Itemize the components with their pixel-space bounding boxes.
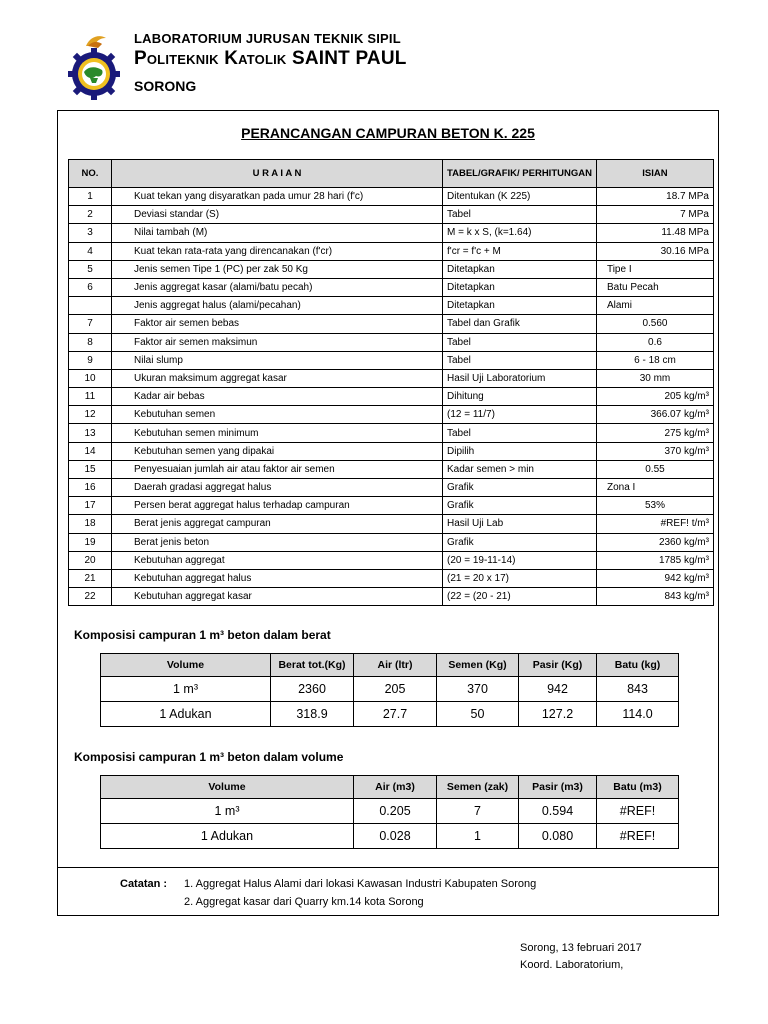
table-cell: 318.9	[271, 702, 354, 727]
cell-uraian: Kuat tekan yang disyaratkan pada umur 28 hari (f'c)	[112, 188, 443, 206]
cell-uraian: Kuat tekan rata-rata yang direncanakan (f'cr)	[112, 242, 443, 260]
table-cell: 27.7	[354, 702, 437, 727]
cell-no: 22	[69, 588, 112, 606]
cell-no: 3	[69, 224, 112, 242]
cell-tabel: Ditetapkan	[443, 278, 597, 296]
weight-table	[100, 653, 679, 727]
volume-table	[100, 775, 679, 849]
table-cell: 0.028	[354, 824, 437, 849]
design-table	[68, 159, 714, 606]
cell-no	[69, 297, 112, 315]
cell-tabel: Grafik	[443, 533, 597, 551]
city-name: SORONG	[134, 78, 197, 94]
note-item: 2. Aggregat kasar dari Quarry km.14 kota Sorong	[184, 896, 424, 908]
cell-isian: 53%	[596, 497, 713, 515]
page-title	[58, 125, 718, 141]
weight-col-header: Air (ltr)	[354, 654, 437, 677]
weight-col-header: Berat tot.(Kg)	[271, 654, 354, 677]
weight-col-header: Volume	[101, 654, 271, 677]
table-row	[69, 424, 714, 442]
volume-section-title: Komposisi campuran 1 m³ beton dalam volume	[74, 750, 344, 764]
weight-col-header: Semen (Kg)	[437, 654, 519, 677]
cell-tabel: Ditetapkan	[443, 260, 597, 278]
cell-no: 16	[69, 479, 112, 497]
cell-no: 6	[69, 278, 112, 296]
cell-no: 18	[69, 515, 112, 533]
table-row	[69, 224, 714, 242]
col-header-tabel: TABEL/GRAFIK/ PERHITUNGAN	[443, 160, 597, 188]
cell-uraian: Kebutuhan semen yang dipakai	[112, 442, 443, 460]
table-cell: 0.594	[519, 799, 597, 824]
cell-uraian: Persen berat aggregat halus terhadap campuran	[112, 497, 443, 515]
table-cell: 1 m³	[101, 677, 271, 702]
col-header-isian: ISIAN	[596, 160, 713, 188]
table-cell: 1 Adukan	[101, 824, 354, 849]
document-frame	[57, 110, 719, 916]
table-row	[101, 702, 679, 727]
cell-no: 5	[69, 260, 112, 278]
institution-name-text: Politeknik Katolik SAINT PAUL	[134, 48, 407, 69]
weight-table-header	[101, 654, 679, 677]
cell-uraian: Kebutuhan aggregat	[112, 551, 443, 569]
cell-tabel: Grafik	[443, 479, 597, 497]
table-row	[69, 533, 714, 551]
cell-no: 4	[69, 242, 112, 260]
design-table-body	[69, 188, 714, 606]
cell-tabel: Tabel dan Grafik	[443, 315, 597, 333]
cell-tabel: (20 = 19-11-14)	[443, 551, 597, 569]
cell-no: 2	[69, 206, 112, 224]
cell-isian: Zona I	[596, 479, 713, 497]
col-header-no: NO.	[69, 160, 112, 188]
cell-isian: 275 kg/m³	[596, 424, 713, 442]
cell-uraian: Jenis semen Tipe 1 (PC) per zak 50 Kg	[112, 260, 443, 278]
table-cell: #REF!	[597, 799, 679, 824]
signature-block	[520, 940, 642, 974]
cell-tabel: (12 = 11/7)	[443, 406, 597, 424]
table-row	[69, 442, 714, 460]
cell-tabel: Ditetapkan	[443, 297, 597, 315]
table-cell: 1	[437, 824, 519, 849]
table-row	[69, 297, 714, 315]
cell-no: 20	[69, 551, 112, 569]
table-cell: 114.0	[597, 702, 679, 727]
table-row	[69, 278, 714, 296]
cell-isian: 6 - 18 cm	[596, 351, 713, 369]
table-cell: 942	[519, 677, 597, 702]
cell-isian: 366.07 kg/m³	[596, 406, 713, 424]
cell-isian: 2360 kg/m³	[596, 533, 713, 551]
place-date: Sorong, 13 februari 2017	[520, 942, 642, 954]
cell-uraian: Daerah gradasi aggregat halus	[112, 479, 443, 497]
design-table-header	[69, 160, 714, 188]
cell-uraian: Penyesuaian jumlah air atau faktor air semen	[112, 460, 443, 478]
cell-uraian: Jenis aggregat halus (alami/pecahan)	[112, 297, 443, 315]
cell-isian: 370 kg/m³	[596, 442, 713, 460]
cell-isian: 942 kg/m³	[596, 569, 713, 587]
cell-uraian: Ukuran maksimum aggregat kasar	[112, 369, 443, 387]
table-row	[101, 677, 679, 702]
cell-tabel: Ditentukan (K 225)	[443, 188, 597, 206]
cell-tabel: M = k x S, (k=1.64)	[443, 224, 597, 242]
table-cell: 127.2	[519, 702, 597, 727]
weight-col-header: Pasir (Kg)	[519, 654, 597, 677]
table-row	[101, 799, 679, 824]
cell-uraian: Kadar air bebas	[112, 388, 443, 406]
notes-divider	[58, 867, 718, 868]
cell-no: 8	[69, 333, 112, 351]
cell-isian: 0.560	[596, 315, 713, 333]
cell-isian: Tipe I	[596, 260, 713, 278]
page-title-text: PERANCANGAN CAMPURAN BETON K. 225	[241, 125, 535, 141]
table-row	[69, 388, 714, 406]
cell-isian: #REF! t/m³	[596, 515, 713, 533]
volume-col-header: Batu (m3)	[597, 776, 679, 799]
cell-no: 15	[69, 460, 112, 478]
table-cell: #REF!	[597, 824, 679, 849]
cell-uraian: Jenis aggregat kasar (alami/batu pecah)	[112, 278, 443, 296]
cell-isian: Alami	[596, 297, 713, 315]
cell-tabel: Dihitung	[443, 388, 597, 406]
cell-isian: 0.55	[596, 460, 713, 478]
table-row	[69, 569, 714, 587]
cell-tabel: Tabel	[443, 424, 597, 442]
cell-isian: Batu Pecah	[596, 278, 713, 296]
cell-no: 17	[69, 497, 112, 515]
cell-no: 13	[69, 424, 112, 442]
weight-col-header: Batu (kg)	[597, 654, 679, 677]
volume-col-header: Pasir (m3)	[519, 776, 597, 799]
cell-uraian: Kebutuhan aggregat halus	[112, 569, 443, 587]
table-cell: 0.205	[354, 799, 437, 824]
cell-tabel: (21 = 20 x 17)	[443, 569, 597, 587]
volume-table-header	[101, 776, 679, 799]
cell-uraian: Kebutuhan semen	[112, 406, 443, 424]
table-cell: 1 Adukan	[101, 702, 271, 727]
cell-isian: 30.16 MPa	[596, 242, 713, 260]
cell-isian: 7 MPa	[596, 206, 713, 224]
table-row	[69, 369, 714, 387]
volume-col-header: Air (m3)	[354, 776, 437, 799]
table-row	[69, 242, 714, 260]
table-cell: 50	[437, 702, 519, 727]
cell-no: 11	[69, 388, 112, 406]
volume-col-header: Semen (zak)	[437, 776, 519, 799]
weight-section-title: Komposisi campuran 1 m³ beton dalam berat	[74, 628, 331, 642]
lab-name: LABORATORIUM JURUSAN TEKNIK SIPIL	[134, 31, 401, 46]
cell-no: 9	[69, 351, 112, 369]
table-row	[69, 206, 714, 224]
cell-no: 14	[69, 442, 112, 460]
table-row	[101, 824, 679, 849]
document-header	[60, 28, 720, 106]
table-row	[69, 260, 714, 278]
table-row	[69, 406, 714, 424]
cell-no: 19	[69, 533, 112, 551]
cell-uraian: Kebutuhan aggregat kasar	[112, 588, 443, 606]
cell-uraian: Faktor air semen maksimun	[112, 333, 443, 351]
table-row	[69, 188, 714, 206]
cell-isian: 843 kg/m³	[596, 588, 713, 606]
cell-tabel: Tabel	[443, 333, 597, 351]
col-header-uraian: U R A I A N	[112, 160, 443, 188]
table-cell: 205	[354, 677, 437, 702]
table-row	[69, 315, 714, 333]
cell-uraian: Nilai tambah (M)	[112, 224, 443, 242]
cell-tabel: Kadar semen > min	[443, 460, 597, 478]
table-row	[69, 333, 714, 351]
table-row	[69, 515, 714, 533]
cell-uraian: Kebutuhan semen minimum	[112, 424, 443, 442]
table-row	[69, 497, 714, 515]
cell-uraian: Berat jenis beton	[112, 533, 443, 551]
cell-tabel: Grafik	[443, 497, 597, 515]
cell-no: 10	[69, 369, 112, 387]
table-row	[69, 551, 714, 569]
cell-uraian: Deviasi standar (S)	[112, 206, 443, 224]
note-item: 1. Aggregat Halus Alami dari lokasi Kawasan Industri Kabupaten Sorong	[184, 878, 537, 890]
cell-isian: 1785 kg/m³	[596, 551, 713, 569]
cell-no: 12	[69, 406, 112, 424]
cell-uraian: Faktor air semen bebas	[112, 315, 443, 333]
signer-role: Koord. Laboratorium,	[520, 959, 624, 971]
polytechnic-logo-icon	[64, 32, 124, 100]
table-cell: 2360	[271, 677, 354, 702]
volume-col-header: Volume	[101, 776, 354, 799]
table-row	[69, 479, 714, 497]
cell-tabel: Hasil Uji Laboratorium	[443, 369, 597, 387]
notes-label: Catatan :	[120, 878, 168, 890]
cell-no: 21	[69, 569, 112, 587]
cell-tabel: f'cr = f'c + M	[443, 242, 597, 260]
table-cell: 370	[437, 677, 519, 702]
institution-name	[134, 48, 407, 70]
cell-no: 1	[69, 188, 112, 206]
cell-no: 7	[69, 315, 112, 333]
cell-tabel: Hasil Uji Lab	[443, 515, 597, 533]
cell-isian: 30 mm	[596, 369, 713, 387]
table-cell: 0.080	[519, 824, 597, 849]
cell-tabel: Tabel	[443, 351, 597, 369]
cell-isian: 205 kg/m³	[596, 388, 713, 406]
table-row	[69, 460, 714, 478]
table-cell: 7	[437, 799, 519, 824]
table-cell: 1 m³	[101, 799, 354, 824]
table-row	[69, 588, 714, 606]
cell-tabel: Tabel	[443, 206, 597, 224]
cell-isian: 18.7 MPa	[596, 188, 713, 206]
cell-tabel: Dipilih	[443, 442, 597, 460]
cell-tabel: (22 = (20 - 21)	[443, 588, 597, 606]
table-row	[69, 351, 714, 369]
cell-uraian: Nilai slump	[112, 351, 443, 369]
cell-uraian: Berat jenis aggregat campuran	[112, 515, 443, 533]
cell-isian: 11.48 MPa	[596, 224, 713, 242]
table-cell: 843	[597, 677, 679, 702]
cell-isian: 0.6	[596, 333, 713, 351]
